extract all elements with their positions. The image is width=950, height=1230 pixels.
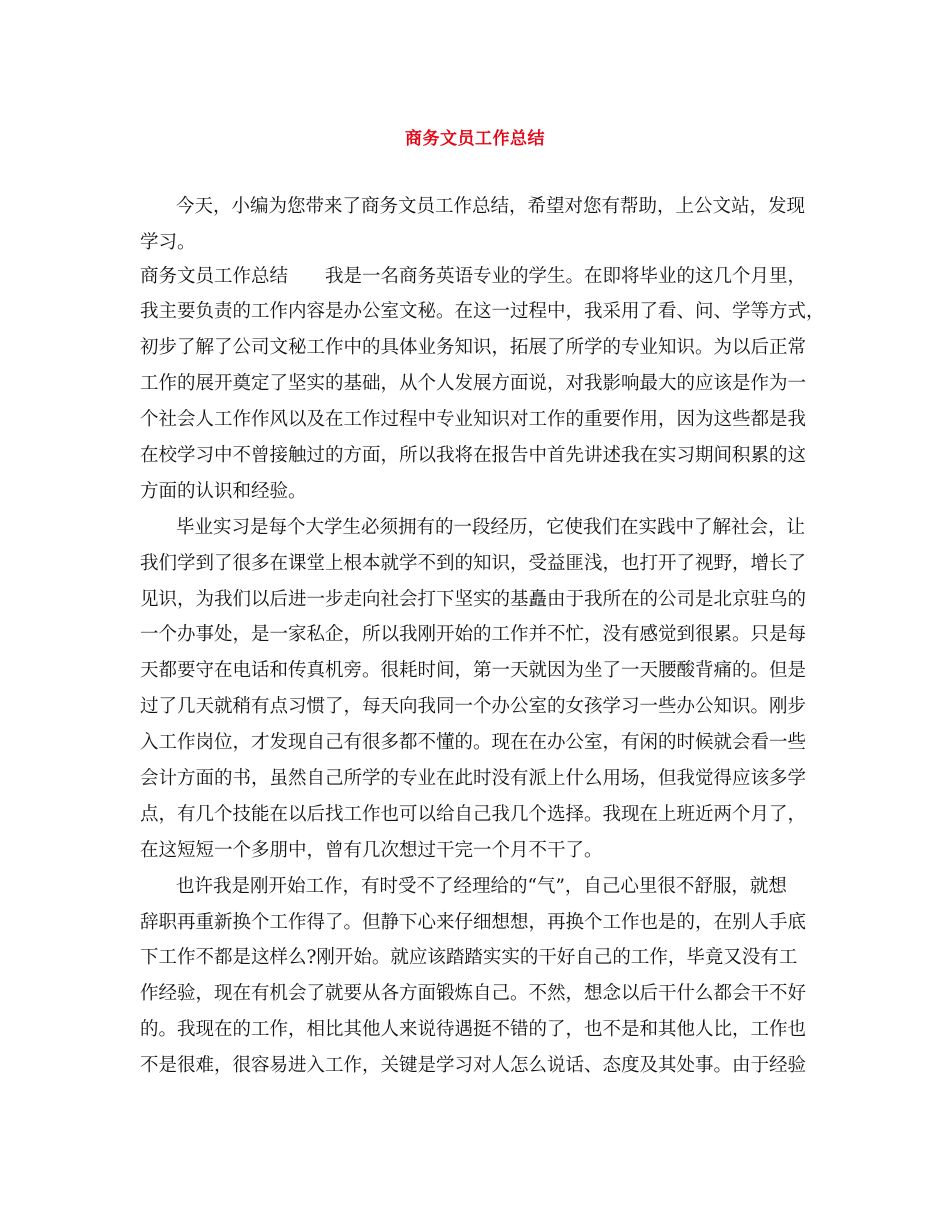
text-line: 会计方面的书，虽然自己所学的专业在此时没有派上什么用场，但我觉得应该多学 <box>140 768 807 789</box>
text-line: 见识，为我们以后进一步走向社会打下坚实的基矗由于我所在的公司是北京驻乌的 <box>140 589 807 610</box>
text-line: 我们学到了很多在课堂上根本就学不到的知识，受益匪浅，也打开了视野，增长了 <box>140 553 807 574</box>
text-line: 今天，小编为您带来了商务文员工作总结，希望对您有帮助，上公文站，发现 <box>176 196 806 217</box>
text-line: 方面的认识和经验。 <box>140 481 307 502</box>
text-line: 工作的展开奠定了坚实的基础，从个人发展方面说，对我影响最大的应该是作为一 <box>140 373 807 394</box>
text-line: 初步了解了公司文秘工作中的具体业务知识，拓展了所学的专业知识。为以后正常 <box>140 337 807 358</box>
text-line: 点，有几个技能在以后找工作也可以给自己我几个选择。我现在上班近两个月了， <box>140 804 807 825</box>
text-line: 学习。 <box>140 232 196 253</box>
text-line: 一个办事处，是一家私企，所以我刚开始的工作并不忙，没有感觉到很累。只是每 <box>140 624 807 645</box>
text-line: 入工作岗位，才发现自己有很多都不懂的。现在在办公室，有闲的时候就会看一些 <box>140 732 807 753</box>
text-line: 下工作不都是这样么?刚开始。就应该踏踏实实的干好自己的工作，毕竟又没有工 <box>140 947 798 968</box>
text-line: 商务文员工作总结 我是一名商务英语专业的学生。在即将毕业的这几个月里， <box>140 266 807 287</box>
text-line: 在这短短一个多朋中，曾有几次想过干完一个月不干了。 <box>140 840 603 861</box>
text-line: 我主要负责的工作内容是办公室文秘。在这一过程中，我采用了看、问、学等方式， <box>140 301 825 322</box>
text-line: 的。我现在的工作，相比其他人来说待遇挺不错的了，也不是和其他人比，工作也 <box>140 1019 807 1040</box>
text-line: 作经验，现在有机会了就要从各方面锻炼自己。不然，想念以后干什么都会干不好 <box>140 983 807 1004</box>
text-line: 过了几天就稍有点习惯了，每天向我同一个办公室的女孩学习一些办公知识。刚步 <box>140 696 807 717</box>
document-title: 商务文员工作总结 <box>405 129 545 149</box>
text-line: 天都要守在电话和传真机旁。很耗时间，第一天就因为坐了一天腰酸背痛的。但是 <box>140 660 807 681</box>
text-line: 也许我是刚开始工作，有时受不了经理给的“气”，自己心里很不舒服，就想 <box>176 876 787 897</box>
text-line: 毕业实习是每个大学生必须拥有的一段经历，它使我们在实践中了解社会，让 <box>176 517 806 538</box>
text-line: 个社会人工作作风以及在工作过程中专业知识对工作的重要作用，因为这些都是我 <box>140 409 807 430</box>
text-line: 辞职再重新换个工作得了。但静下心来仔细想想，再换个工作也是的，在别人手底 <box>140 912 807 933</box>
text-line: 在校学习中不曾接触过的方面，所以我将在报告中首先讲述我在实习期间积累的这 <box>140 445 807 466</box>
text-line: 不是很难，很容易进入工作，关键是学习对人怎么说话、态度及其处事。由于经验 <box>140 1055 807 1076</box>
